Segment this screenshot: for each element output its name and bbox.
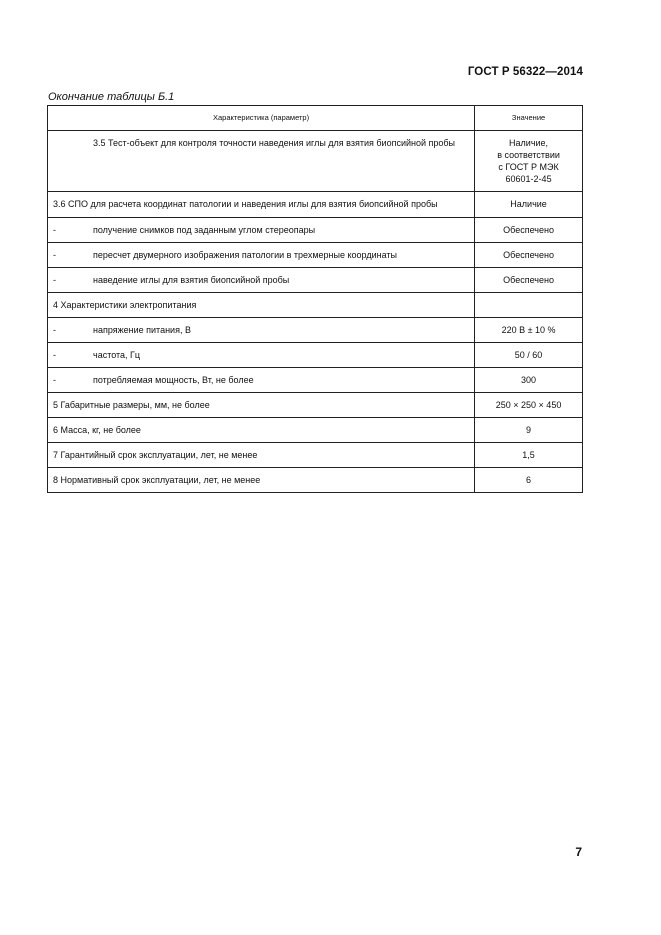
characteristic-text: потребляемая мощность, Вт, не более — [93, 375, 254, 385]
row-bullet: - — [53, 375, 56, 385]
table-row — [48, 468, 583, 493]
document-standard-header: ГОСТ Р 56322—2014 — [467, 66, 583, 78]
value-text: Обеспечено — [503, 225, 554, 235]
table-row — [48, 218, 583, 243]
characteristic-text: 8 Нормативный срок эксплуатации, лет, не менее — [53, 475, 261, 485]
value-cell — [475, 243, 583, 268]
value-text: Обеспечено — [503, 250, 554, 260]
characteristic-cell — [48, 468, 475, 493]
table-row — [48, 192, 583, 218]
characteristic-cell — [48, 218, 475, 243]
characteristic-cell — [48, 243, 475, 268]
value-cell — [475, 368, 583, 393]
table-row — [48, 318, 583, 343]
column-header-value: Значение — [475, 106, 583, 131]
page-number: 7 — [575, 845, 582, 859]
value-text: 1,5 — [522, 450, 535, 460]
value-cell — [475, 318, 583, 343]
characteristic-text: 4 Характеристики электропитания — [53, 300, 197, 310]
value-cell — [475, 468, 583, 493]
characteristic-text: пересчет двумерного изображения патологии в трехмерные координаты — [93, 250, 397, 260]
characteristic-text: 3.6 СПО для расчета координат патологии и наведения иглы для взятия биопсийной пробы — [53, 199, 438, 209]
value-text: Обеспечено — [503, 275, 554, 285]
table-row — [48, 131, 583, 192]
characteristic-cell — [48, 268, 475, 293]
characteristic-cell — [48, 293, 475, 318]
characteristic-text: наведение иглы для взятия биопсийной пробы — [93, 275, 290, 285]
table-row — [48, 393, 583, 418]
value-cell — [475, 418, 583, 443]
value-text: 6 — [526, 475, 532, 485]
table-row — [48, 443, 583, 468]
specification-table — [47, 105, 583, 493]
value-text: с ГОСТ Р МЭК — [498, 162, 559, 172]
value-cell — [475, 131, 583, 192]
row-bullet: - — [53, 275, 56, 285]
characteristic-text: 7 Гарантийный срок эксплуатации, лет, не менее — [53, 450, 258, 460]
table-row — [48, 368, 583, 393]
characteristic-cell — [48, 343, 475, 368]
value-text: 300 — [521, 375, 537, 385]
characteristic-text: получение снимков под заданным углом стереопары — [93, 225, 316, 235]
characteristic-cell — [48, 192, 475, 218]
characteristic-cell — [48, 368, 475, 393]
table-row — [48, 418, 583, 443]
row-bullet: - — [53, 350, 56, 360]
table-caption: Окончание таблицы Б.1 — [48, 91, 175, 103]
table-header-row — [48, 106, 583, 131]
value-cell — [475, 443, 583, 468]
value-text: Наличие, — [509, 138, 549, 148]
characteristic-text: 5 Габаритные размеры, мм, не более — [53, 400, 210, 410]
row-bullet: - — [53, 325, 56, 335]
table-row — [48, 293, 583, 318]
characteristic-cell — [48, 443, 475, 468]
value-text: 220 В ± 10 % — [501, 325, 556, 335]
row-bullet: - — [53, 225, 56, 235]
value-text: в соответствии — [497, 150, 560, 160]
value-cell — [475, 192, 583, 218]
table-row — [48, 268, 583, 293]
value-cell — [475, 218, 583, 243]
column-header-characteristic: Характеристика (параметр) — [48, 106, 475, 131]
characteristic-text: частота, Гц — [93, 350, 141, 360]
row-bullet: - — [53, 250, 56, 260]
value-cell — [475, 268, 583, 293]
value-text: 250 × 250 × 450 — [495, 400, 562, 410]
characteristic-cell — [48, 393, 475, 418]
characteristic-cell — [48, 418, 475, 443]
characteristic-cell — [48, 318, 475, 343]
characteristic-text: напряжение питания, В — [93, 325, 191, 335]
value-cell — [475, 393, 583, 418]
value-text: 60601-2-45 — [505, 174, 552, 184]
table-row — [48, 243, 583, 268]
value-cell — [475, 343, 583, 368]
characteristic-text: 6 Масса, кг, не более — [53, 425, 141, 435]
table-row — [48, 343, 583, 368]
characteristic-cell — [48, 131, 475, 192]
value-cell — [475, 293, 583, 318]
value-text: Наличие — [510, 199, 547, 209]
value-text: 50 / 60 — [514, 350, 543, 360]
value-text: 9 — [526, 425, 532, 435]
characteristic-text: 3.5 Тест-объект для контроля точности наведения иглы для взятия биопсийной пробы — [93, 138, 456, 148]
